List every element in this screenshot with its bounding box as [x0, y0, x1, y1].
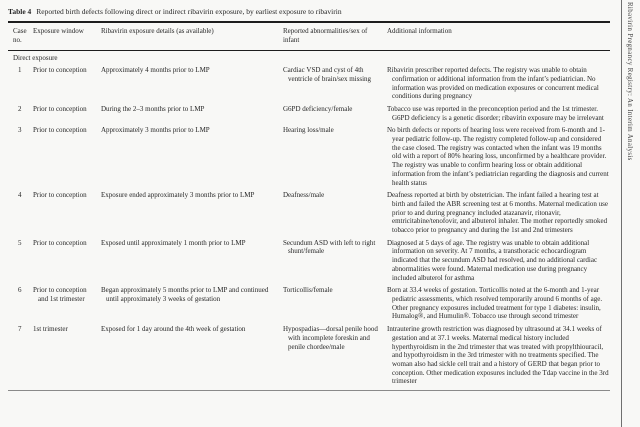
cell-additional-info: Diagnosed at 5 days of age. The registry was unable to obtain additional information on severity. At 7 months, a transthoracic echocardiogram indicated that the secundum ASD had resolved, and no additional cardiac abnormalities were found. Maternal medication use during pregnancy included albuterol for asthma: [387, 238, 598, 282]
page-edge-rule: [621, 0, 622, 427]
column-header-reported-abnormalities: Reported abnormalities/sex of infant: [283, 27, 368, 44]
cell-case-no: 6: [18, 286, 22, 295]
cell-abnormalities: Hypospadias—dorsal penile hood with incomplete foreskin and penile chordee/male: [283, 325, 378, 351]
section-direct-exposure: Direct exposure: [13, 54, 58, 63]
cell-case-no: 5: [18, 238, 22, 247]
table4-region: [8, 7, 610, 391]
cell-exposure-details: Approximately 3 months prior to LMP: [101, 126, 210, 135]
table-row: [8, 325, 610, 386]
column-header-case-no: Case no.: [13, 27, 27, 44]
table-row: [8, 239, 610, 283]
cell-exposure-window: Prior to conception: [33, 126, 87, 135]
table-row: [8, 126, 610, 187]
cell-exposure-details: Exposed until approximately 1 month prior to LMP: [101, 238, 246, 247]
cell-case-no: 7: [18, 325, 22, 334]
cell-abnormalities: Cardiac VSD and cyst of 4th ventricle of brain/sex missing: [283, 66, 372, 83]
cell-additional-info: Tobacco use was reported in the preconception period and the 1st trimester. G6PD deficiency is a genetic disorder; ribavirin exposure may be irrelevant: [387, 104, 604, 122]
bottom-rule: [8, 390, 610, 391]
table-row: [8, 286, 610, 321]
cell-exposure-window: 1st trimester: [33, 325, 68, 334]
table-header-row: [8, 23, 610, 50]
table-caption-text: Reported birth defects following direct or indirect ribavirin exposure, by earliest exposure to ribavirin: [36, 7, 342, 16]
column-header-additional-information: Additional information: [387, 27, 452, 35]
table-row: [8, 105, 610, 122]
cell-exposure-details: Began approximately 5 months prior to LMP and continued until approximately 3 weeks of gestation: [101, 286, 269, 303]
table-row: [8, 66, 610, 101]
cell-exposure-details: During the 2–3 months prior to LMP: [101, 104, 205, 113]
table-row: [8, 191, 610, 235]
cell-abnormalities: G6PD deficiency/female: [283, 104, 353, 113]
cell-abnormalities: Secundum ASD with left to right shunt/female: [283, 238, 376, 256]
cell-case-no: 3: [18, 126, 22, 135]
cell-abnormalities: Hearing loss/male: [283, 126, 334, 135]
column-header-exposure-window: Exposure window: [33, 27, 84, 35]
cell-exposure-details: Exposure ended approximately 3 months prior to LMP: [101, 191, 255, 200]
cell-exposure-window: Prior to conception: [33, 238, 87, 247]
cell-case-no: 4: [18, 191, 22, 200]
running-title-vertical: Ribavirin Pregnancy Registry: An Interim Analysis: [626, 2, 633, 161]
cell-exposure-window: Prior to conception: [33, 66, 87, 75]
cell-exposure-details: Approximately 4 months prior to LMP: [101, 66, 210, 75]
table-caption: [8, 7, 610, 16]
cell-additional-info: No birth defects or reports of hearing loss were received from 6-month and 1-year pediatric follow-up. The registry completed follow-up and considered the case closed. The registry was contacted when the infant was 19 months old with a report of 80% hearing loss, unconfirmed by a healthcare provider. The registry was unable to confirm hearing loss or obtain additional information from the infant’s pediatrician regarding the diagnosis and current health status: [387, 126, 609, 187]
cell-additional-info: Born at 33.4 weeks of gestation. Torticollis noted at the 6-month and 1-year pediatric assessments, which resolved temporarily around 6 months of age. Other pregnancy exposures included treatment for type 1 diabetes: insulin, Humalog®, and Humulin®. Tobacco use through second trimester: [387, 286, 603, 321]
cell-abnormalities: Deafness/male: [283, 191, 325, 200]
cell-additional-info: Intrauterine growth restriction was diagnosed by ultrasound at 34.1 weeks of gestation and at 37.1 weeks. Maternal medical history included hyperthyroidism in the 2nd trimester that was treated with propylthiouracil, and hypothyroidism in the 3rd trimester with no treatments specified. The woman also had sickle cell trait and a history of GERD that began prior to conception. Other medication exposures included the Tdap vaccine in the 3rd trimester: [387, 325, 609, 386]
cell-additional-info: Deafness reported at birth by obstetrician. The infant failed a hearing test at birth and failed the ABR screening test at 6 months. Maternal medication use prior to and during pregnancy included atazanavir, ritonavir, emtricitabine/tenofovir, and albuterol inhaler. The mother reportedly smoked tobacco prior to pregnancy and during the 1st and 2nd trimesters: [387, 191, 608, 235]
cell-exposure-window: Prior to conception: [33, 104, 87, 113]
cell-abnormalities: Torticollis/female: [283, 286, 333, 295]
table-caption-label: Table 4: [8, 7, 32, 16]
cell-exposure-details: Exposed for 1 day around the 4th week of gestation: [101, 325, 246, 334]
cell-case-no: 2: [18, 104, 22, 113]
cell-exposure-window: Prior to conception and 1st trimester: [33, 286, 87, 303]
column-header-exposure-details: Ribavirin exposure details (as available): [101, 27, 214, 35]
cell-additional-info: Ribavirin prescriber reported defects. The registry was unable to obtain confirmation or additional information from the infant’s pediatrician. No information was provided on medication exposures or concurrent medical conditions during pregnancy: [387, 66, 599, 101]
cell-case-no: 1: [18, 66, 22, 75]
cell-exposure-window: Prior to conception: [33, 191, 87, 200]
